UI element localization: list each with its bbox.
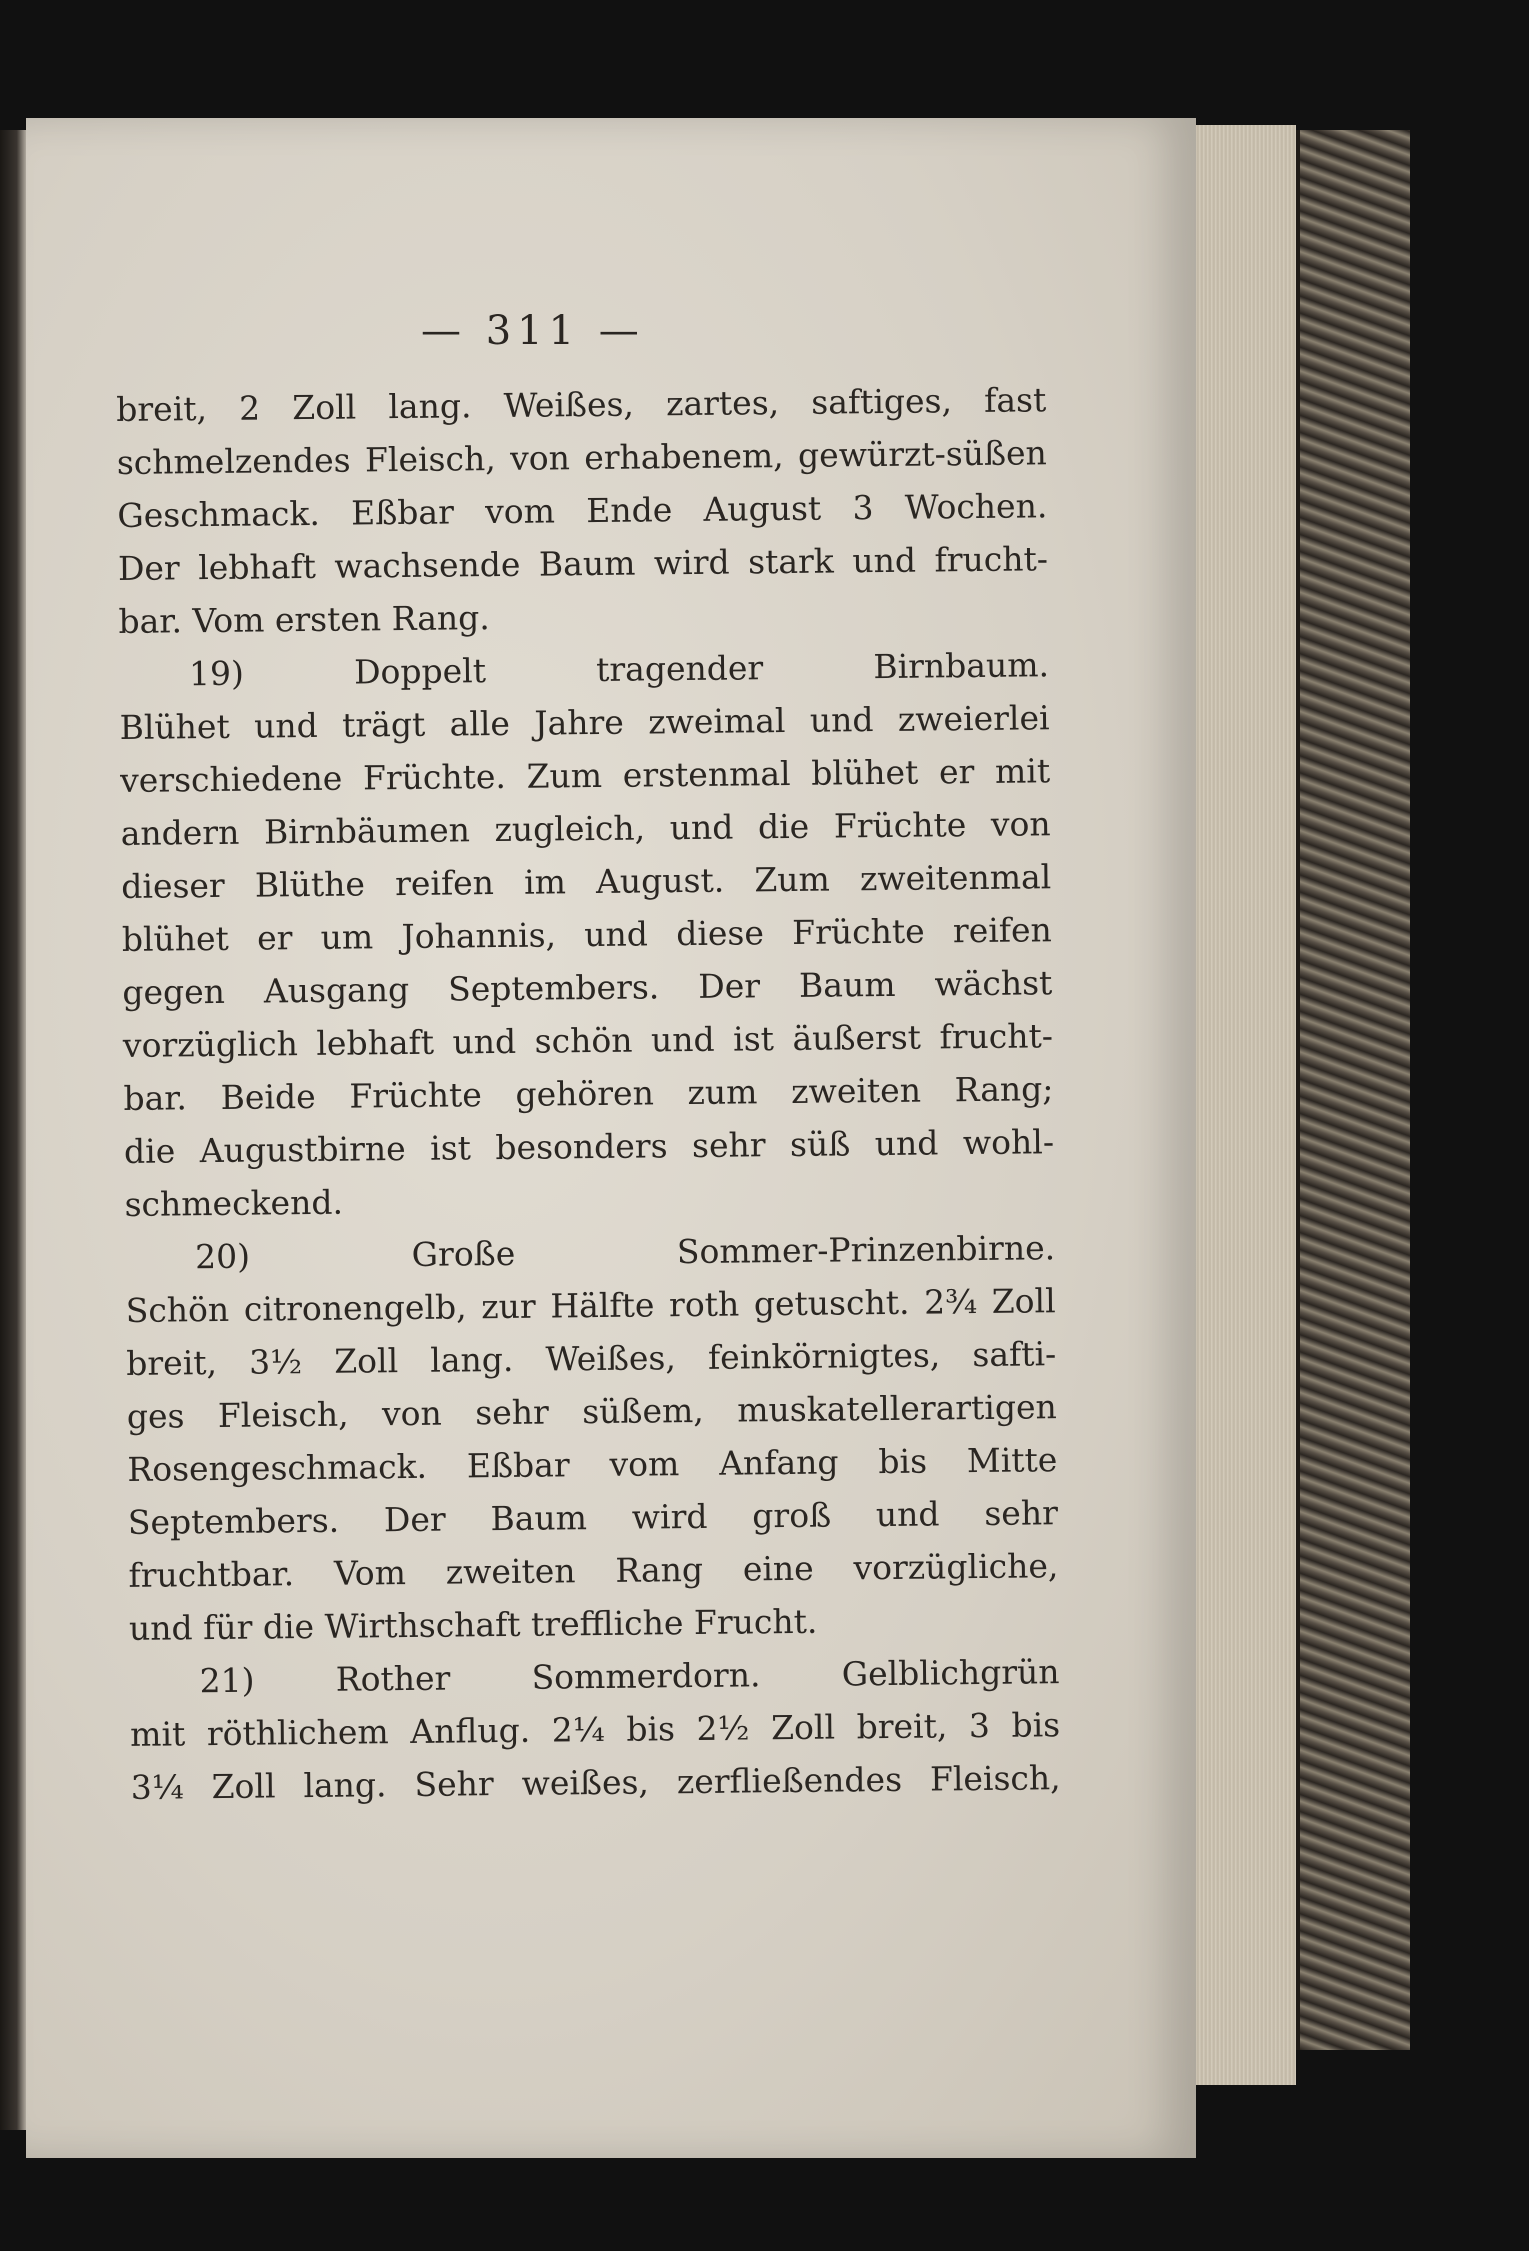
page-number: — 311 — — [421, 308, 645, 354]
text-line: Rosengeschmack. Eßbar vom Anfang bis Mitte — [127, 1440, 1058, 1489]
text-line: Geschmack. Eßbar vom Ende August 3 Wochen. — [117, 486, 1048, 535]
book-binding-left — [0, 130, 28, 2130]
text-line: mit röthlichem Anflug. 2¼ bis 2½ Zoll breit, 3 bis — [129, 1705, 1061, 1754]
text-line: Blühet und trägt alle Jahre zweimal und zweierlei — [119, 698, 1050, 747]
book-page — [26, 118, 1196, 2158]
text-line: breit, 3½ Zoll lang. Weißes, feinkörnigtes, safti- — [126, 1334, 1057, 1383]
text-line: 19) Doppelt tragender Birnbaum. — [188, 645, 1050, 694]
text-line: die Augustbirne ist besonders sehr süß und wohl- — [123, 1122, 1055, 1171]
text-line: blühet er um Johannis, und diese Früchte reifen — [121, 910, 1052, 959]
text-line: bar. Beide Früchte gehören zum zweiten Rang; — [123, 1069, 1054, 1118]
text-line: schmelzendes Fleisch, von erhabenem, gewürzt-süßen — [116, 433, 1047, 482]
text-line: Septembers. Der Baum wird groß und sehr — [127, 1493, 1059, 1542]
text-line: Der lebhaft wachsende Baum wird stark und frucht- — [117, 539, 1049, 588]
text-line: verschiedene Früchte. Zum erstenmal blühet er mit — [119, 751, 1051, 800]
page-edges — [1196, 125, 1296, 2085]
text-line: dieser Blüthe reifen im August. Zum zweitenmal — [121, 857, 1052, 906]
text-line: andern Birnbäumen zugleich, und die Früchte von — [120, 804, 1051, 853]
text-line: 21) Rother Sommerdorn. Gelblichgrün — [199, 1652, 1060, 1701]
text-line: Schön citronengelb, zur Hälfte roth getuscht. 2¾ Zoll — [125, 1281, 1056, 1330]
text-line: ges Fleisch, von sehr süßem, muskatellerartigen — [126, 1387, 1057, 1436]
text-line: bar. Vom ersten Rang. — [118, 598, 490, 641]
book-cover-edge — [1296, 130, 1410, 2050]
text-line: breit, 2 Zoll lang. Weißes, zartes, saftiges, fast — [116, 380, 1047, 429]
text-line: gegen Ausgang Septembers. Der Baum wächst — [122, 963, 1053, 1012]
text-line: 20) Große Sommer-Prinzenbirne. — [194, 1228, 1056, 1277]
text-line: 3¼ Zoll lang. Sehr weißes, zerfließendes Fleisch, — [130, 1758, 1061, 1807]
page-text — [116, 373, 1061, 1814]
text-line: vorzüglich lebhaft und schön und ist äußerst frucht- — [122, 1016, 1054, 1065]
text-line: fruchtbar. Vom zweiten Rang eine vorzügliche, — [128, 1546, 1059, 1595]
text-line: und für die Wirthschaft treffliche Frucht. — [128, 1601, 818, 1648]
text-line: schmeckend. — [124, 1182, 344, 1224]
